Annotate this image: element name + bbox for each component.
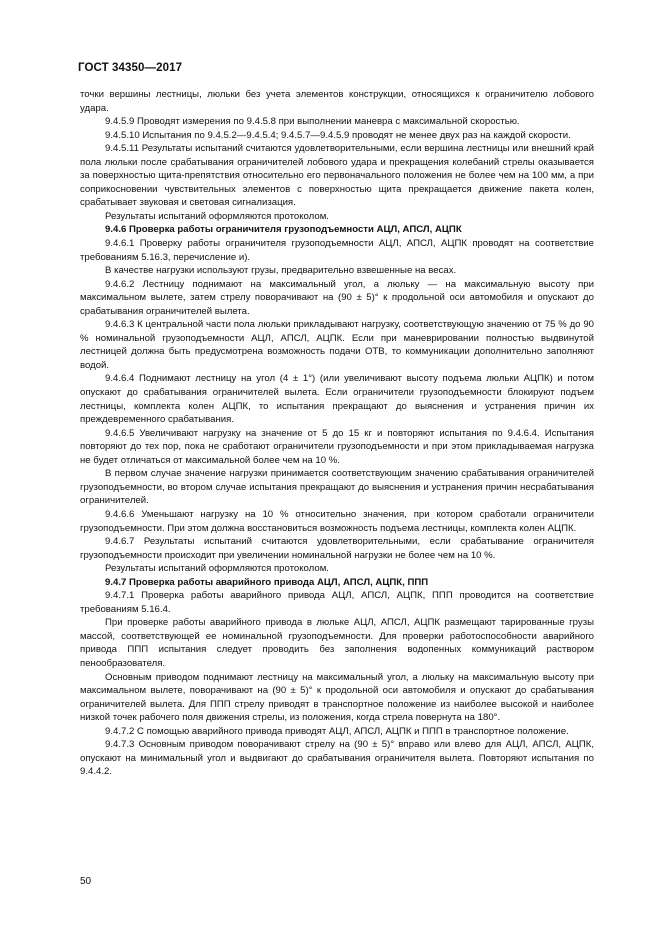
section-heading: 9.4.7 Проверка работы аварийного привода АЦЛ, АПСЛ, АЦПК, ППП: [105, 576, 429, 588]
paragraph: При проверке работы аварийного привода в люльке АЦЛ, АПСЛ, АЦПК размещают тарированные грузы массой, соответствующей ее номинальной грузоподъемности. Для проверки работоспособности аварийного привода ППП испытания следует проводить без заполнения водопенных коммуникаций раствором пенообразователя.: [80, 617, 594, 669]
paragraph: 9.4.6.7 Результаты испытаний считаются удовлетворительными, если срабатывание ограничителя грузоподъемности происходит при увеличении номинальной нагрузки не более чем на 10 %.: [80, 536, 594, 561]
paragraph: точки вершины лестницы, люльки без учета элементов конструкции, относящихся к ограничителю лобового удара.: [80, 89, 594, 114]
paragraph: 9.4.6.2 Лестницу поднимают на максимальный угол, а люльку — на максимальную высоту при максимальном вылете, затем стрелу поворачивают на (90 ± 5)° к продольной оси автомобиля и опускают до срабатывания ограничителей вылета.: [80, 278, 594, 317]
paragraph: 9.4.6.1 Проверку работы ограничителя грузоподъемности АЦЛ, АПСЛ, АЦПК проводят на соответствие требованиям 5.16.3, перечисление и).: [80, 238, 594, 263]
page-number: 50: [80, 876, 92, 887]
paragraph: Основным приводом поднимают лестницу на максимальный угол, а люльку на максимальную высоту при максимальном вылете, поворачивают на (90 ± 5)° к продольной оси автомобиля и опускают до срабатывания ограничителей вылета. Для ППП стрелу приводят в транспортное положение из наиболее высокой и наиболее низкой точек рабочего поля движения стрелы, из положения, когда стрела повернута на 180°.: [80, 671, 594, 724]
section-heading: 9.4.6 Проверка работы ограничителя грузоподъемности АЦЛ, АПСЛ, АЦПК: [105, 224, 462, 236]
paragraph: 9.4.7.3 Основным приводом поворачивают стрелу на (90 ± 5)° вправо или влево для АЦЛ, АПСЛ, АЦПК, опускают на минимальный угол и выдвигают до срабатывания ограничителя вылета. Повторяют испытания по 9.4.4.2.: [80, 739, 594, 778]
paragraph: 9.4.7.2 С помощью аварийного привода приводят АЦЛ, АПСЛ, АЦПК и ППП в транспортное положение.: [105, 725, 569, 737]
paragraph: Результаты испытаний оформляются протоколом.: [105, 563, 329, 575]
paragraph: 9.4.6.6 Уменьшают нагрузку на 10 % относительно значения, при котором сработали ограничители грузоподъемности. При этом должна восстановиться возможность подъема лестницы, комплекта колен АЦПК.: [80, 508, 594, 534]
paragraph: 9.4.5.10 Испытания по 9.4.5.2—9.4.5.4; 9.4.5.7—9.4.5.9 проводят не менее двух раз на каждой скорости.: [105, 129, 571, 141]
paragraph: 9.4.6.4 Поднимают лестницу на угол (4 ± 1°) (или увеличивают высоту подъема люльки АЦПК) и потом опускают до срабатывания ограничителей вылета. Если ограничители грузоподъемности блокируют подъем лестницы, комплекта колен АЦПК, то испытания прекращают до выяснения и устранения причин их преждевременного срабатывания.: [80, 373, 594, 426]
paragraph: 9.4.5.9 Проводят измерения по 9.4.5.8 при выполнении маневра с максимальной скоростью.: [105, 116, 520, 128]
paragraph: Результаты испытаний оформляются протоколом.: [105, 210, 329, 222]
paragraph: В качестве нагрузки используют грузы, предварительно взвешенные на весах.: [105, 265, 457, 277]
paragraph: 9.4.5.11 Результаты испытаний считаются удовлетворительными, если вершина лестницы или внешний край пола люльки после срабатывания ограничителей лобового удара и прекращения колебаний стрелы оказывается за поверхностью щита-препятствия относительно его первоначального положения не более чем на 100 мм, а при соприкосновении чувствительных элементов с поверхностью щита прекращается движение пакета колен, срабатывает звуковая и световая сигнализация.: [80, 143, 594, 209]
paragraph: 9.4.6.3 К центральной части пола люльки прикладывают нагрузку, соответствующую значению от 75 % до 90 % номинальной грузоподъемности АЦЛ, АПСЛ, АЦПК. Если при маневрировании полностью выдвинутой лестницей должна быть предусмотрена возможность подачи ОТВ, то коммуникации дополнительно заполняют водой.: [80, 319, 594, 371]
paragraph: В первом случае значение нагрузки принимается соответствующим значению срабатывания ограничителей грузоподъемности, во втором случае испытания прекращают до выяснения и устранения причин несрабатывания ограничителей.: [80, 468, 594, 507]
paragraph: 9.4.7.1 Проверка работы аварийного привода АЦЛ, АПСЛ, АЦПК, ППП проводится на соответствие требованиям 5.16.4.: [80, 590, 594, 615]
paragraph: 9.4.6.5 Увеличивают нагрузку на значение от 5 до 15 кг и повторяют испытания по 9.4.6.4. Испытания повторяют до тех пор, пока не сработают ограничители грузоподъемности и при этом прикладываемая нагрузка не будет отличаться от максимальной более чем на 10 %.: [80, 427, 594, 466]
document-body: [80, 88, 594, 779]
document-header: ГОСТ 34350—2017: [78, 62, 183, 74]
